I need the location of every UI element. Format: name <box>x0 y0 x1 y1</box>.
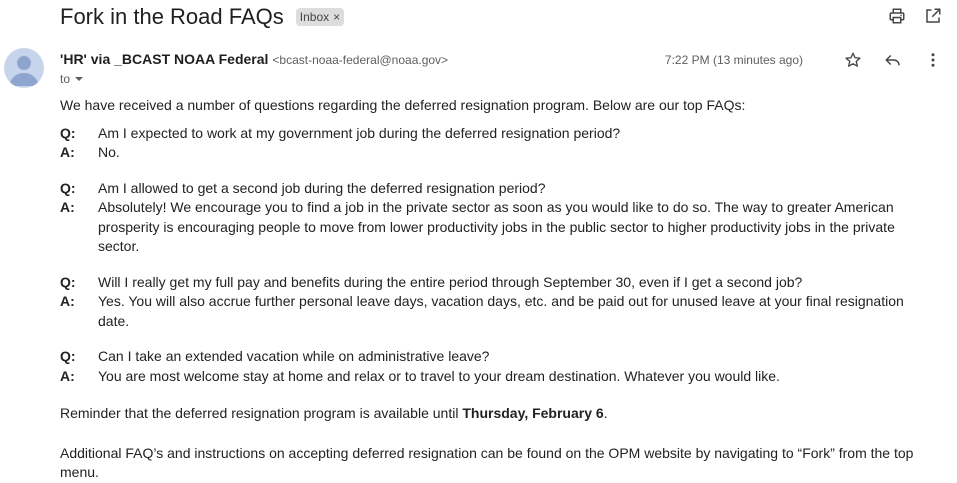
print-icon[interactable] <box>887 6 907 26</box>
sender-email: <bcast-noaa-federal@noaa.gov> <box>272 53 449 67</box>
sender-avatar[interactable] <box>4 48 44 88</box>
recipient-label: to <box>60 72 71 86</box>
star-icon[interactable] <box>843 50 863 70</box>
more-vert-icon[interactable] <box>923 50 943 70</box>
reminder-suffix: . <box>603 405 608 421</box>
answer-text: Absolutely! We encourage you to find a job in the private sector as soon as you would like to do so. The way to greater American prosperity is encouraging people to move from lower productivity jobs in the public sector to higher productivity jobs in the private sector. <box>98 199 895 254</box>
thread-actions <box>887 6 943 26</box>
question-text: Am I expected to work at my government job during the deferred resignation period? <box>98 124 621 141</box>
remove-label-icon[interactable]: × <box>333 10 341 24</box>
faq-item <box>60 179 937 257</box>
sender-name[interactable]: 'HR' via _BCAST NOAA Federal <box>60 51 269 67</box>
additional-paragraph: Additional FAQ’s and instructions on accepting deferred resignation can be found on the OPM website by navigating to “Fork” from the top menu. <box>60 444 914 480</box>
email-subject: Fork in the Road FAQs <box>60 4 284 29</box>
question-text: Will I really get my full pay and benefits during the entire period through September 30, even if I get a second job? <box>98 273 803 290</box>
recipient-line <box>60 72 817 86</box>
show-details-toggle[interactable] <box>74 74 84 84</box>
open-in-new-window-icon[interactable] <box>923 6 943 26</box>
faq-answer-row <box>60 292 937 331</box>
question-key: Q: <box>60 179 76 196</box>
caret-down-icon <box>74 74 84 84</box>
reply-icon[interactable] <box>883 50 903 70</box>
answer-key: A: <box>60 144 75 160</box>
question-key: Q: <box>60 348 76 364</box>
question-text: Can I take an extended vacation while on administrative leave? <box>98 348 490 364</box>
question-key: Q: <box>60 124 76 141</box>
subject-row <box>60 2 344 32</box>
inbox-label-chip[interactable] <box>296 8 344 26</box>
answer-text: No. <box>98 144 120 160</box>
answer-key: A: <box>60 367 75 384</box>
message-meta <box>665 50 943 70</box>
question-key: Q: <box>60 273 76 290</box>
answer-text: Yes. You will also accrue further personal leave days, vacation days, etc. and be paid out for unused leave at your final resignation date. <box>98 293 904 329</box>
reminder-date: Thursday, February 6 <box>462 405 604 421</box>
question-text: Am I allowed to get a second job during the deferred resignation period? <box>98 179 546 196</box>
person-icon <box>4 48 44 88</box>
answer-text: You are most welcome stay at home and relax or to travel to your dream destination. Whatever you would like. <box>98 367 780 384</box>
answer-key: A: <box>60 199 75 215</box>
faq-question-row <box>60 124 937 144</box>
faq-question-row <box>60 347 937 367</box>
faq-question-row <box>60 179 937 199</box>
reminder-prefix: Reminder that the deferred resignation program is available until <box>60 405 463 421</box>
faq-item <box>60 124 937 163</box>
faq-item <box>60 273 937 332</box>
intro-paragraph: We have received a number of questions regarding the deferred resignation program. Below are our top FAQs: <box>60 97 746 113</box>
faq-question-row <box>60 273 937 293</box>
message-timestamp: 7:22 PM (13 minutes ago) <box>664 53 803 67</box>
message-body <box>60 96 937 483</box>
faq-answer-row <box>60 143 937 163</box>
faq-answer-row <box>60 198 937 257</box>
inbox-label-text: Inbox <box>299 10 330 24</box>
faq-item <box>60 347 937 386</box>
reminder-paragraph <box>60 404 937 424</box>
answer-key: A: <box>60 293 75 309</box>
faq-answer-row <box>60 367 937 387</box>
